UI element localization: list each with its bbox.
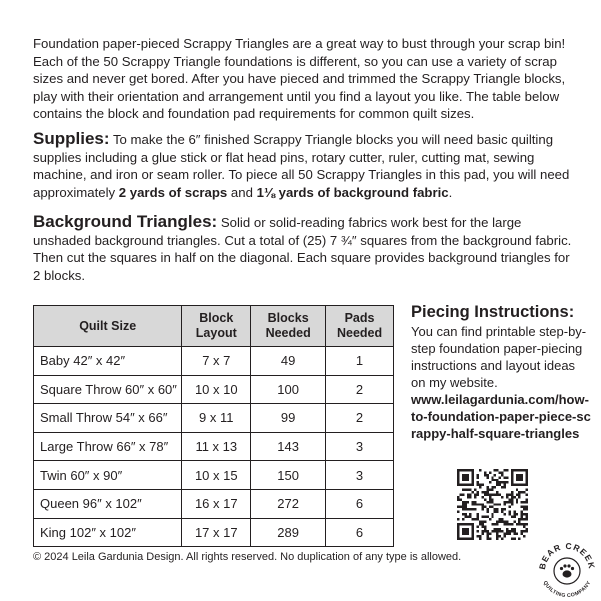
block-layout-cell: 11 x 13 — [182, 432, 251, 461]
copyright-notice: © 2024 Leila Gardunia Design. All rights reserved. No duplication of any type is allowed. — [33, 551, 462, 563]
col-header-pads-needed: Pads Needed — [326, 306, 394, 347]
pads-needed-cell: 1 — [326, 347, 394, 376]
table-row — [34, 461, 394, 490]
supplies-text: To make the 6″ finished Scrappy Triangle blocks you will need basic quilting supplies including a glue stick or flat head pins, rotary cutter, ruler, cutting mat, sewing machine, and iron or seam roller. To piece all 50 Scrappy Triangles in this pad, you will need approximately — [33, 132, 570, 200]
table-row — [34, 432, 394, 461]
table-row — [34, 347, 394, 376]
piecing-instructions-text: You can find printable step-by-step foundation paper-piecing instructions and layout ideas on my website. — [411, 324, 587, 390]
piecing-instructions-title: Piecing Instructions: — [411, 303, 575, 321]
blocks-needed-cell: 49 — [251, 347, 326, 376]
col-header-block-layout: Block Layout — [182, 306, 251, 347]
logo-top-text: BEAR CREEK — [536, 540, 598, 571]
pads-needed-cell: 6 — [326, 489, 394, 518]
background-triangles-paragraph — [33, 213, 573, 284]
pads-needed-cell: 3 — [326, 461, 394, 490]
scraps-amount: 2 yards of scraps — [118, 184, 228, 200]
pads-needed-cell: 3 — [326, 432, 394, 461]
block-layout-cell: 10 x 10 — [182, 375, 251, 404]
blocks-needed-cell: 99 — [251, 404, 326, 433]
quilt-size-cell: Queen 96″ x 102″ — [34, 489, 182, 518]
instructions-url-link[interactable]: www.leilagardunia.com/how-to-foundation-paper-piece-scrappy-half-square-triangles — [411, 392, 591, 441]
table-row — [34, 375, 394, 404]
table-row — [34, 518, 394, 547]
bear-creek-logo — [536, 540, 598, 601]
supplies-heading: Supplies: — [33, 129, 110, 148]
col-header-quilt-size: Quilt Size — [34, 306, 182, 347]
svg-text:BEAR CREEK — [537, 541, 597, 570]
col-header-blocks-needed: Blocks Needed — [251, 306, 326, 347]
blocks-needed-cell: 150 — [251, 461, 326, 490]
intro-paragraph: Foundation paper-pieced Scrappy Triangles are a great way to bust through your scrap bin! Each of the 50 Scrappy Triangle foundations is different, so you can use a variety of scrap sizes and never get bored. After you have pieced and trimmed the Scrappy Triangle blocks, play with their orientation and arrangement until you find a layout you like. The table below contains the block and foundation pad requirements for common quilt sizes. — [33, 36, 566, 122]
background-triangles-heading: Background Triangles: — [33, 212, 218, 231]
background-fabric-amount: 1⅛ yards of background fabric — [256, 184, 449, 200]
svg-text:QUILTING COMPANY — [542, 580, 593, 599]
quilt-size-cell: Twin 60″ x 90″ — [34, 461, 182, 490]
block-layout-cell: 17 x 17 — [182, 518, 251, 547]
block-layout-cell: 9 x 11 — [182, 404, 251, 433]
supplies-and: and — [227, 184, 257, 200]
blocks-needed-cell: 289 — [251, 518, 326, 547]
table-header-row — [34, 306, 394, 347]
quilt-size-table — [33, 305, 394, 547]
quilt-size-cell: Baby 42″ x 42″ — [34, 347, 182, 376]
block-layout-cell: 7 x 7 — [182, 347, 251, 376]
blocks-needed-cell: 100 — [251, 375, 326, 404]
block-layout-cell: 16 x 17 — [182, 489, 251, 518]
quilt-size-cell: Square Throw 60″ x 60″ — [34, 375, 182, 404]
supplies-end: . — [448, 184, 453, 200]
block-layout-cell: 10 x 15 — [182, 461, 251, 490]
piecing-instructions — [411, 302, 593, 442]
qr-code-icon[interactable] — [457, 469, 528, 540]
logo-bottom-text: QUILTING COMPANY — [541, 580, 593, 600]
blocks-needed-cell: 143 — [251, 432, 326, 461]
background-triangles-text: Solid or solid-reading fabrics work best for the large unshaded background triangles. Cut a total of (25) 7 ¾″ squares from the background fabric. Then cut the squares in half on the diagonal. Each square provides background triangles for 2 blocks. — [33, 215, 572, 283]
blocks-needed-cell: 272 — [251, 489, 326, 518]
pads-needed-cell: 6 — [326, 518, 394, 547]
pads-needed-cell: 2 — [326, 375, 394, 404]
supplies-paragraph — [33, 130, 573, 201]
quilt-size-cell: Small Throw 54″ x 66″ — [34, 404, 182, 433]
quilt-size-cell: Large Throw 66″ x 78″ — [34, 432, 182, 461]
quilt-size-cell: King 102″ x 102″ — [34, 518, 182, 547]
table-row — [34, 404, 394, 433]
pads-needed-cell: 2 — [326, 404, 394, 433]
table-row — [34, 489, 394, 518]
